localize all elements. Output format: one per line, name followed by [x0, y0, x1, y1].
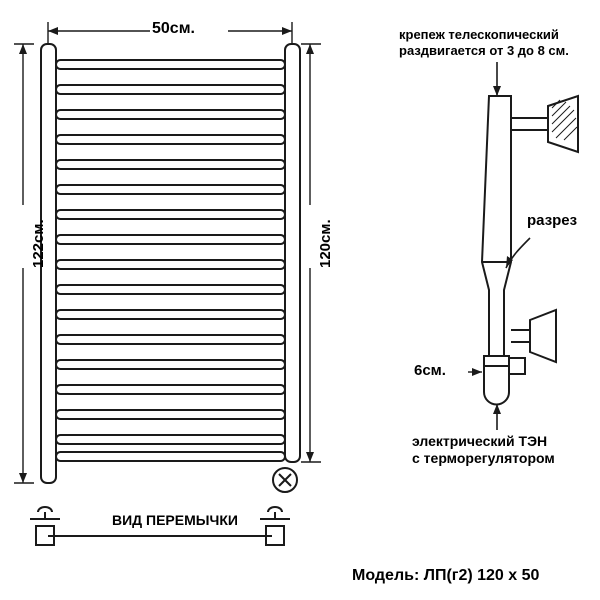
- leader-bracket-note: [493, 62, 501, 96]
- label-depth: 6см.: [414, 362, 446, 379]
- label-heater-note-line2: с терморегулятором: [412, 450, 555, 466]
- label-jumper-view: ВИД ПЕРЕМЫЧКИ: [112, 512, 238, 528]
- telescopic-bracket-top: [511, 96, 578, 152]
- telescopic-bracket-bottom: [511, 310, 556, 362]
- leader-cut-note: [506, 238, 530, 268]
- label-height-right: 120см.: [317, 219, 334, 268]
- label-bracket-note-line2: раздвигается от 3 до 8 см.: [399, 43, 569, 58]
- side-view-post: [482, 96, 511, 356]
- label-cut: разрез: [527, 212, 578, 229]
- label-height-left: 122см.: [30, 219, 47, 268]
- label-width-top: 50см.: [152, 20, 195, 37]
- heater-knob-front: [273, 468, 297, 492]
- electric-heater-element: [484, 356, 525, 405]
- rail-rungs: [56, 60, 285, 461]
- dim-depth-side: [468, 368, 482, 376]
- model-title: Модель: ЛП(г2) 120 х 50: [352, 567, 540, 584]
- rail-right-post: [285, 44, 300, 462]
- leader-heater-note: [493, 404, 501, 430]
- bracket-hatching: [552, 100, 577, 140]
- label-bracket-note-line1: крепеж телескопический: [399, 27, 559, 42]
- label-heater-note-line1: электрический ТЭН: [412, 433, 548, 449]
